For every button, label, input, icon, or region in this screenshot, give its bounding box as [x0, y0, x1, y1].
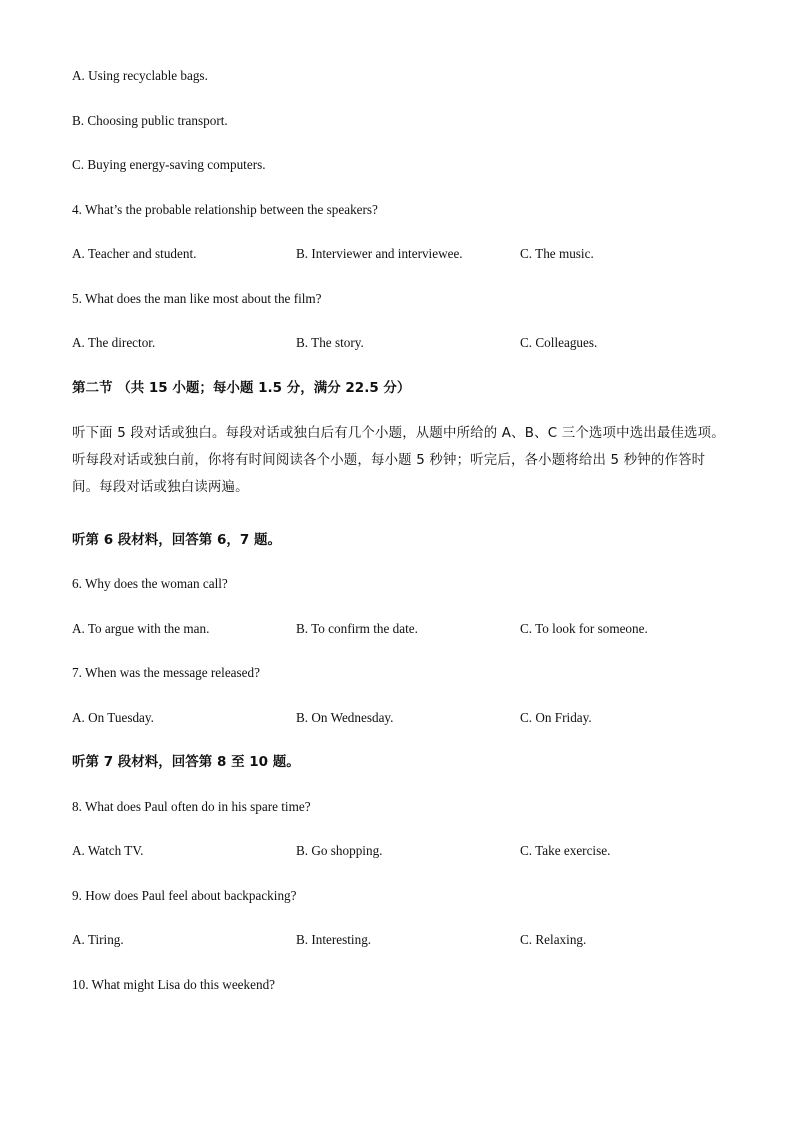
section2-heading: 第二节 （共 15 小题；每小题 1.5 分，满分 22.5 分）: [72, 380, 411, 396]
q6-options: [72, 621, 732, 637]
q7-option-b: B. On Wednesday.: [296, 710, 394, 725]
q8-question: 8. What does Paul often do in his spare time?: [72, 799, 311, 814]
instruction-line: 听下面 5 段对话或独白。每段对话或独白后有几个小题，从题中所给的 A、B、C 三个选项中选出最佳选项。: [72, 426, 725, 441]
q3-option-b: B. Choosing public transport.: [72, 113, 228, 128]
q4-question: 4. What’s the probable relationship between the speakers?: [72, 202, 378, 217]
q4-option-a: A. Teacher and student.: [72, 246, 197, 261]
q9-option-b: B. Interesting.: [296, 932, 372, 947]
q8-option-b: B. Go shopping.: [296, 843, 383, 858]
q7-option-c: C. On Friday.: [520, 710, 592, 725]
q4-option-c: C. The music.: [520, 246, 594, 261]
q5-option-c: C. Colleagues.: [520, 335, 598, 350]
q4-options: [72, 246, 732, 262]
instruction-line: 听每段对话或独白前，你将有时间阅读各个小题，每小题 5 秒钟；听完后，各小题将给出 5 秒钟的作答时: [72, 453, 706, 468]
q9-option-c: C. Relaxing.: [520, 932, 587, 947]
q3-option-c: C. Buying energy-saving computers.: [72, 157, 266, 172]
q4-option-b: B. Interviewer and interviewee.: [296, 246, 463, 261]
q9-question: 9. How does Paul feel about backpacking?: [72, 888, 297, 903]
q9-options: [72, 932, 732, 948]
q7-question: 7. When was the message released?: [72, 665, 260, 680]
q7-option-a: A. On Tuesday.: [72, 710, 154, 725]
q5-option-a: A. The director.: [72, 335, 156, 350]
q5-option-b: B. The story.: [296, 335, 364, 350]
material6-heading: 听第 6 段材料，回答第 6，7 题。: [72, 532, 281, 548]
instruction-line: 间。每段对话或独白读两遍。: [72, 480, 249, 495]
material7-heading: 听第 7 段材料，回答第 8 至 10 题。: [72, 754, 300, 770]
q6-option-c: C. To look for someone.: [520, 621, 648, 636]
q6-option-a: A. To argue with the man.: [72, 621, 210, 636]
q5-question: 5. What does the man like most about the film?: [72, 291, 322, 306]
q8-option-c: C. Take exercise.: [520, 843, 611, 858]
q10-question: 10. What might Lisa do this weekend?: [72, 977, 276, 992]
q6-question: 6. Why does the woman call?: [72, 576, 228, 591]
q8-option-a: A. Watch TV.: [72, 843, 144, 858]
q5-options: [72, 335, 732, 351]
q8-options: [72, 843, 732, 859]
q3-option-a: A. Using recyclable bags.: [72, 68, 208, 83]
section2-instructions: [72, 420, 732, 501]
q6-option-b: B. To confirm the date.: [296, 621, 418, 636]
q7-options: [72, 710, 732, 726]
q9-option-a: A. Tiring.: [72, 932, 124, 947]
